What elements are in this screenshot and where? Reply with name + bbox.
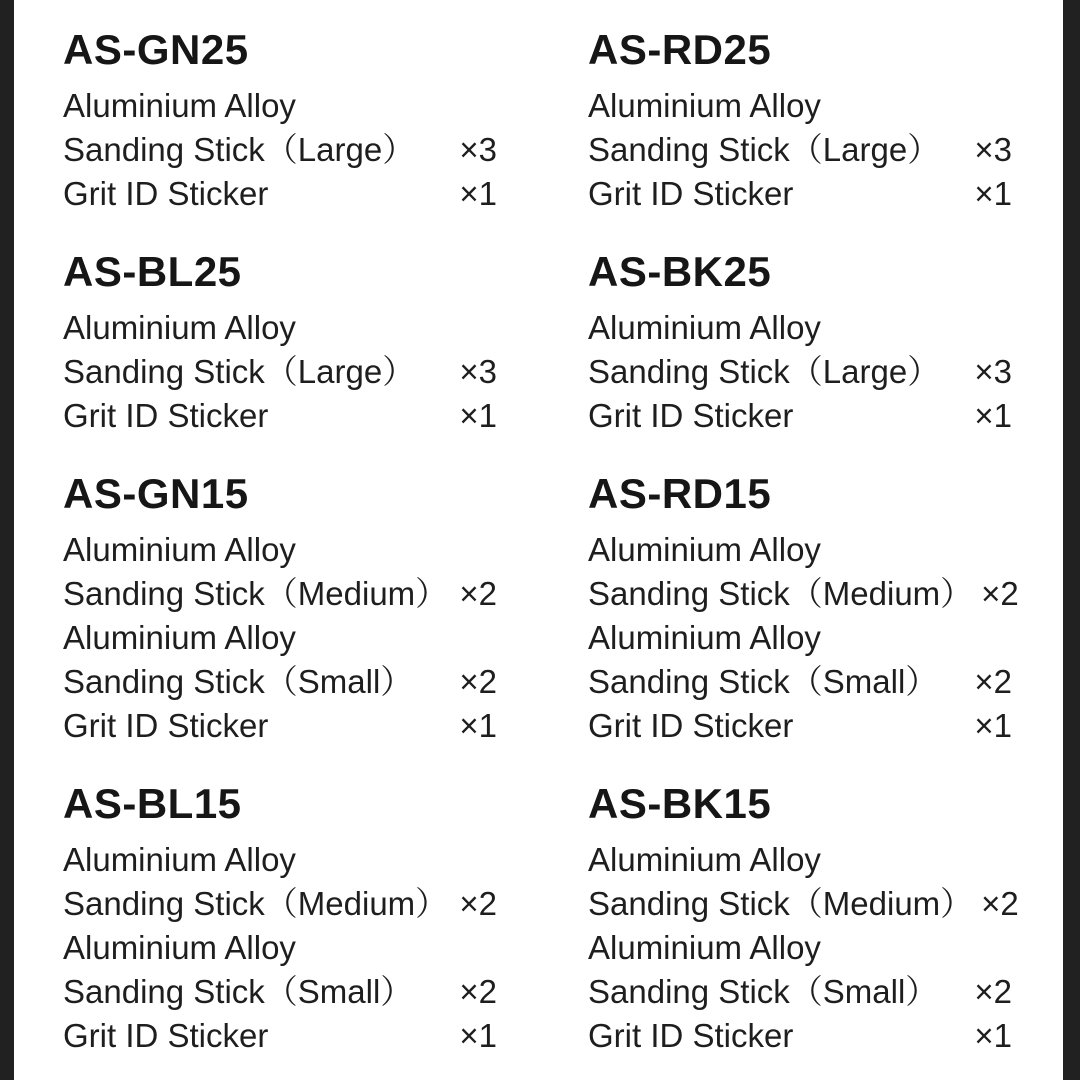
component-label: Grit ID Sticker — [588, 1017, 794, 1054]
component-label: Aluminium Alloy — [63, 531, 296, 568]
component-row — [588, 572, 1019, 616]
component-row — [588, 128, 1012, 172]
component-row — [588, 882, 1019, 926]
component-quantity: ×1 — [974, 175, 1012, 212]
component-quantity: ×1 — [459, 707, 497, 744]
component-row — [63, 616, 497, 660]
component-label: Aluminium Alloy — [588, 531, 821, 568]
right-edge-bar — [1063, 0, 1080, 1080]
component-row — [63, 84, 497, 128]
component-list — [588, 528, 1019, 748]
component-row — [588, 616, 1012, 660]
component-label: Sanding Stick（Large） — [588, 131, 941, 168]
component-quantity: ×2 — [974, 663, 1012, 700]
component-label: Sanding Stick（Large） — [63, 131, 416, 168]
component-row — [588, 1014, 1012, 1058]
component-label: Aluminium Alloy — [63, 619, 296, 656]
component-row — [588, 528, 1012, 572]
component-quantity: ×1 — [974, 707, 1012, 744]
component-quantity: ×2 — [981, 575, 1019, 612]
left-edge-bar — [0, 0, 14, 1080]
product-model-title: AS-BL25 — [63, 248, 242, 295]
component-label: Grit ID Sticker — [588, 397, 794, 434]
component-quantity: ×1 — [459, 397, 497, 434]
component-label: Sanding Stick（Medium） — [588, 885, 974, 922]
component-row — [63, 394, 497, 438]
product-spec-block — [63, 780, 497, 1058]
component-quantity: ×3 — [974, 131, 1012, 168]
component-quantity: ×2 — [459, 663, 497, 700]
product-model-title: AS-GN15 — [63, 470, 249, 517]
component-quantity: ×1 — [459, 1017, 497, 1054]
product-model-title: AS-RD15 — [588, 470, 772, 517]
product-spec-grid — [63, 26, 1019, 1090]
component-label: Grit ID Sticker — [63, 175, 269, 212]
component-list — [63, 306, 497, 438]
component-row — [588, 84, 1012, 128]
component-quantity: ×3 — [974, 353, 1012, 390]
component-row — [63, 350, 497, 394]
component-row — [588, 660, 1012, 704]
product-model-title: AS-BK15 — [588, 780, 772, 827]
product-model-title: AS-BK25 — [588, 248, 772, 295]
product-spec-block — [588, 26, 1012, 216]
component-row — [588, 926, 1012, 970]
component-quantity: ×3 — [459, 353, 497, 390]
component-row — [63, 306, 497, 350]
component-row — [63, 882, 497, 926]
component-label: Aluminium Alloy — [588, 619, 821, 656]
component-row — [588, 350, 1012, 394]
component-label: Aluminium Alloy — [63, 309, 296, 346]
component-list — [63, 84, 497, 216]
product-spec-block — [63, 26, 497, 216]
component-row — [63, 528, 497, 572]
component-quantity: ×1 — [974, 397, 1012, 434]
component-list — [588, 306, 1012, 438]
component-list — [588, 84, 1012, 216]
component-label: Sanding Stick（Large） — [63, 353, 416, 390]
component-label: Aluminium Alloy — [588, 841, 821, 878]
component-row — [588, 704, 1012, 748]
component-row — [63, 926, 497, 970]
component-label: Aluminium Alloy — [588, 929, 821, 966]
component-label: Grit ID Sticker — [63, 1017, 269, 1054]
component-row — [588, 306, 1012, 350]
component-quantity: ×1 — [974, 1017, 1012, 1054]
product-spec-block — [588, 248, 1012, 438]
product-spec-block — [63, 248, 497, 438]
component-list — [63, 838, 497, 1058]
component-row — [63, 172, 497, 216]
component-label: Sanding Stick（Medium） — [63, 885, 449, 922]
component-list — [588, 838, 1019, 1058]
component-quantity: ×2 — [459, 575, 497, 612]
component-label: Aluminium Alloy — [63, 87, 296, 124]
component-label: Sanding Stick（Small） — [588, 973, 939, 1010]
component-label: Sanding Stick（Medium） — [63, 575, 449, 612]
component-label: Aluminium Alloy — [588, 87, 821, 124]
component-quantity: ×2 — [459, 973, 497, 1010]
component-label: Aluminium Alloy — [588, 309, 821, 346]
component-label: Aluminium Alloy — [63, 929, 296, 966]
component-label: Grit ID Sticker — [588, 707, 794, 744]
component-label: Sanding Stick（Small） — [588, 663, 939, 700]
component-quantity: ×2 — [974, 973, 1012, 1010]
component-row — [588, 172, 1012, 216]
component-row — [588, 838, 1012, 882]
component-label: Grit ID Sticker — [63, 707, 269, 744]
component-quantity: ×2 — [981, 885, 1019, 922]
component-row — [63, 572, 497, 616]
component-row — [63, 660, 497, 704]
component-label: Grit ID Sticker — [588, 175, 794, 212]
component-label: Sanding Stick（Large） — [588, 353, 941, 390]
product-model-title: AS-GN25 — [63, 26, 249, 73]
component-label: Grit ID Sticker — [63, 397, 269, 434]
component-label: Aluminium Alloy — [63, 841, 296, 878]
component-label: Sanding Stick（Small） — [63, 663, 414, 700]
component-quantity: ×2 — [459, 885, 497, 922]
component-quantity: ×3 — [459, 131, 497, 168]
component-row — [63, 970, 497, 1014]
component-row — [63, 128, 497, 172]
product-model-title: AS-BL15 — [63, 780, 242, 827]
component-row — [588, 970, 1012, 1014]
component-quantity: ×1 — [459, 175, 497, 212]
product-spec-block — [63, 470, 497, 748]
component-row — [63, 704, 497, 748]
component-list — [63, 528, 497, 748]
component-row — [63, 838, 497, 882]
component-label: Sanding Stick（Small） — [63, 973, 414, 1010]
product-spec-block — [588, 470, 1019, 748]
component-row — [588, 394, 1012, 438]
product-model-title: AS-RD25 — [588, 26, 772, 73]
product-spec-block — [588, 780, 1019, 1058]
component-row — [63, 1014, 497, 1058]
component-label: Sanding Stick（Medium） — [588, 575, 974, 612]
